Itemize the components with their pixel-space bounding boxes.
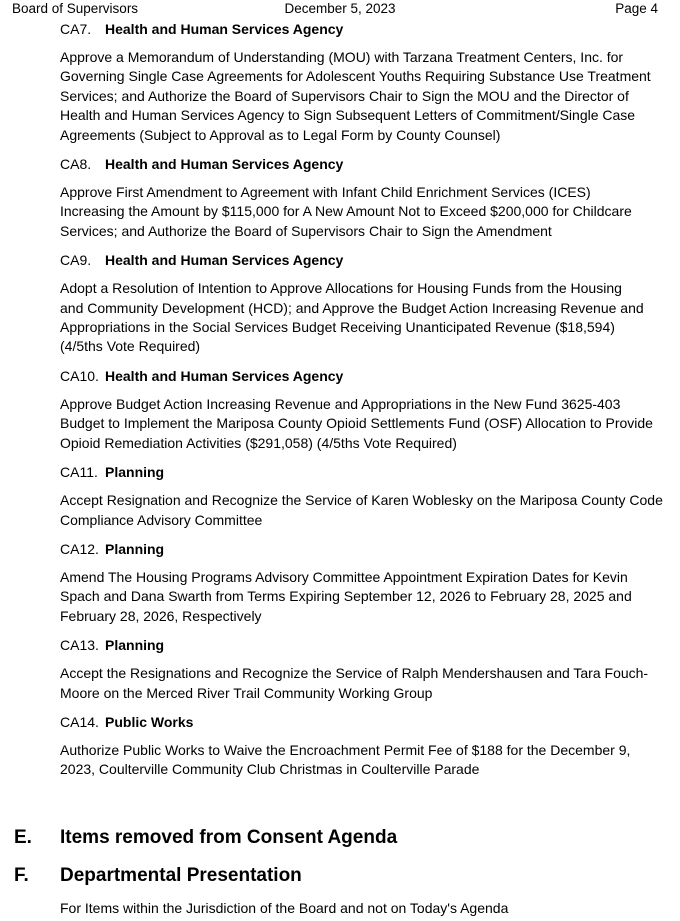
- agenda-item-number: CA9.: [60, 252, 92, 269]
- agenda-item-department: Planning: [105, 637, 165, 654]
- agenda-item-description-line: Approve Budget Action Increasing Revenue and Appropriations in the New Fund 3625-403: [60, 395, 621, 412]
- agenda-item-department: Public Works: [105, 713, 194, 730]
- agenda-item-number: CA7.: [60, 21, 92, 37]
- agenda-item-description-line: Amend The Housing Programs Advisory Committee Appointment Expiration Dates for Kevin: [60, 568, 628, 585]
- agenda-item-number: CA8.: [60, 156, 92, 173]
- agenda-item-department: Health and Human Services Agency: [105, 367, 344, 384]
- agenda-item-number: CA11.: [60, 464, 98, 481]
- agenda-item-number: CA10.: [60, 367, 99, 384]
- agenda-item-description-line: 2023, Coulterville Community Club Christmas in Coulterville Parade: [60, 761, 480, 778]
- agenda-item-description-line: Opioid Remediation Activities ($291,058) (4/5ths Vote Required): [60, 434, 457, 451]
- agenda-item-heading: [60, 251, 670, 270]
- agenda-item-description: [60, 183, 670, 241]
- agenda-item-description: [60, 48, 670, 145]
- agenda-item-description-line: Accept the Resignations and Recognize the Service of Ralph Mendershausen and Tara Fouch-: [60, 665, 649, 682]
- agenda-item-department: Planning: [105, 464, 165, 481]
- agenda-item-description-line: Approve a Memorandum of Understanding (MOU) with Tarzana Treatment Centers, Inc. for: [60, 49, 624, 65]
- section-f-note: For Items within the Jurisdiction of the Board and not on Today's Agenda: [60, 900, 509, 916]
- header-date: December 5, 2023: [284, 1, 396, 16]
- section-e: [14, 826, 397, 850]
- agenda-item-department: Planning: [105, 540, 165, 557]
- agenda-item-description-line: February 28, 2026, Respectively: [60, 607, 262, 624]
- agenda-item-description-line: Approve First Amendment to Agreement with Infant Child Enrichment Services (ICES): [60, 184, 591, 201]
- page-header: [0, 0, 680, 18]
- agenda-item-department: Health and Human Services Agency: [105, 252, 344, 269]
- section-e-letter: E.: [14, 827, 32, 848]
- agenda-item-description-line: Accept Resignation and Recognize the Service of Karen Woblesky on the Mariposa County Code: [60, 492, 663, 509]
- agenda-item-description-line: and Community Development (HCD); and Approve the Budget Action Increasing Revenue and: [60, 299, 644, 316]
- agenda-item-heading: [60, 463, 670, 482]
- agenda-item-heading: [60, 713, 670, 732]
- agenda-item-description-line: Agreements (Subject to Approval as to Legal Form by County Counsel): [60, 126, 501, 143]
- header-board: Board of Supervisors: [12, 1, 139, 16]
- agenda-item-description-line: Health and Human Services Agency to Sign Subsequent Letters of Commitment/Single Case: [60, 107, 636, 124]
- section-f-letter: F.: [14, 865, 29, 886]
- section-f: [14, 864, 302, 888]
- agenda-item-heading: [60, 540, 670, 559]
- agenda-item-description-line: Services; and Authorize the Board of Supervisors Chair to Sign the MOU and the Director of: [60, 87, 629, 104]
- agenda-item-number: CA12.: [60, 540, 99, 557]
- consent-agenda-items: [60, 20, 670, 790]
- agenda-item-department: Health and Human Services Agency: [105, 21, 344, 37]
- agenda-item-department: Health and Human Services Agency: [105, 156, 344, 173]
- agenda-item-description-line: Moore on the Merced River Trail Community Working Group: [60, 684, 433, 701]
- agenda-item-description-line: Budget to Implement the Mariposa County Opioid Settlements Fund (OSF) Allocation to Provide: [60, 415, 653, 432]
- agenda-item-description-line: Authorize Public Works to Waive the Encroachment Permit Fee of $188 for the December 9,: [60, 741, 631, 758]
- agenda-item-description: [60, 664, 670, 703]
- agenda-item-number: CA13.: [60, 637, 99, 654]
- section-f-title: Departmental Presentation: [60, 865, 302, 886]
- agenda-item-description: [60, 741, 670, 780]
- agenda-item-description: [60, 279, 670, 357]
- agenda-item-heading: [60, 636, 670, 655]
- agenda-item-description: [60, 395, 670, 453]
- header-page-number: Page 4: [615, 1, 658, 16]
- agenda-item-description: [60, 568, 670, 626]
- agenda-item-heading: [60, 155, 670, 174]
- agenda-item-description-line: Governing Single Case Agreements for Adolescent Youths Requiring Substance Use Treatment: [60, 68, 651, 85]
- agenda-item-description: [60, 491, 670, 530]
- agenda-item-number: CA14.: [60, 713, 99, 730]
- agenda-item-description-line: Appropriations in the Social Services Budget Receiving Unanticipated Revenue ($18,594): [60, 319, 615, 336]
- agenda-item-description-line: Services; and Authorize the Board of Supervisors Chair to Sign the Amendment: [60, 222, 552, 239]
- agenda-item-heading: [60, 20, 670, 39]
- agenda-item-description-line: (4/5ths Vote Required): [60, 338, 201, 355]
- section-e-title: Items removed from Consent Agenda: [60, 827, 398, 848]
- agenda-item-description-line: Adopt a Resolution of Intention to Approve Allocations for Housing Funds from the Housing: [60, 280, 622, 297]
- agenda-item-description-line: Increasing the Amount by $115,000 for A New Amount Not to Exceed $200,000 for Childcare: [60, 203, 632, 220]
- agenda-item-description-line: Spach and Dana Swarth from Terms Expiring September 12, 2026 to February 28, 2025 and: [60, 588, 632, 605]
- agenda-item-description-line: Compliance Advisory Committee: [60, 511, 263, 528]
- agenda-item-heading: [60, 367, 670, 386]
